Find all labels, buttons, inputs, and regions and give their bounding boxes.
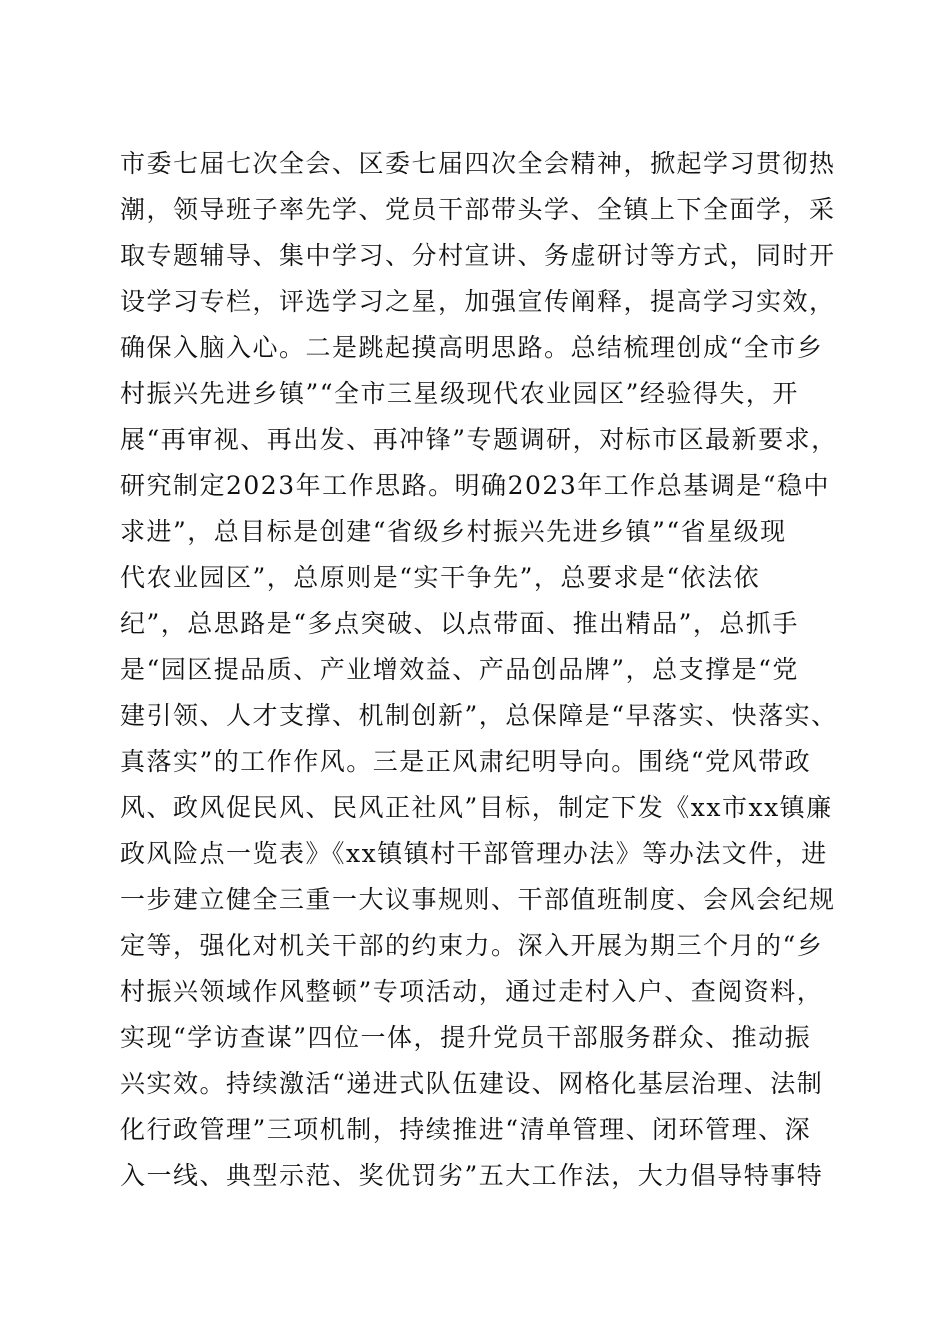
text-line: 建引领、人才支撑、机制创新”，总保障是“早落实、快落实、: [120, 701, 838, 730]
text-line: 村振兴先进乡镇”“全市三星级现代农业园区”经验得失，开: [120, 379, 799, 408]
text-line: 定等，强化对机关干部的约束力。深入开展为期三个月的“乡: [120, 931, 824, 960]
text-line: 纪”，总思路是“多点突破、以点带面、推出精品”，总抓手: [120, 609, 799, 638]
text-line: 实现“学访查谋”四位一体，提升党员干部服务群众、推动振: [120, 1023, 812, 1052]
text-line: 确保入脑入心。二是跳起摸高明思路。总结梳理创成“全市乡: [120, 333, 824, 362]
text-line: 是“园区提品质、产业增效益、产品创品牌”，总支撑是“党: [120, 655, 799, 684]
text-line: 取专题辅导、集中学习、分村宣讲、务虚研讨等方式，同时开: [120, 241, 836, 270]
text-line: 政风险点一览表》《xx镇镇村干部管理办法》等办法文件，进: [120, 839, 828, 868]
text-line: 一步建立健全三重一大议事规则、干部值班制度、会风会纪规: [120, 885, 836, 914]
text-line: 代农业园区”，总原则是“实干争先”，总要求是“依法依: [120, 563, 761, 592]
text-line: 设学习专栏，评选学习之星，加强宣传阐释，提高学习实效，: [120, 287, 836, 316]
text-line: 村振兴领域作风整顿”专项活动，通过走村入户、查阅资料，: [120, 977, 824, 1006]
text-line: 入一线、典型示范、奖优罚劣”五大工作法，大力倡导特事特: [120, 1161, 824, 1190]
text-line: 市委七届七次全会、区委七届四次全会精神，掀起学习贯彻热: [120, 149, 836, 178]
text-line: 展“再审视、再出发、再冲锋”专题调研，对标市区最新要求，: [120, 425, 838, 454]
text-line: 研究制定2023年工作思路。明确2023年工作总基调是“稳中: [120, 471, 831, 500]
text-line: 潮，领导班子率先学、党员干部带头学、全镇上下全面学，采: [120, 195, 836, 224]
text-line: 真落实”的工作作风。三是正风肃纪明导向。围绕“党风带政: [120, 747, 812, 776]
text-line: 化行政管理”三项机制，持续推进“清单管理、闭环管理、深: [120, 1115, 812, 1144]
body-text: [120, 141, 840, 1199]
text-line: 兴实效。持续激活“递进式队伍建设、网格化基层治理、法制: [120, 1069, 824, 1098]
text-line: 风、政风促民风、民风正社风”目标，制定下发《xx市xx镇廉: [120, 793, 833, 822]
text-line: 求进”，总目标是创建“省级乡村振兴先进乡镇”“省星级现: [120, 517, 787, 546]
